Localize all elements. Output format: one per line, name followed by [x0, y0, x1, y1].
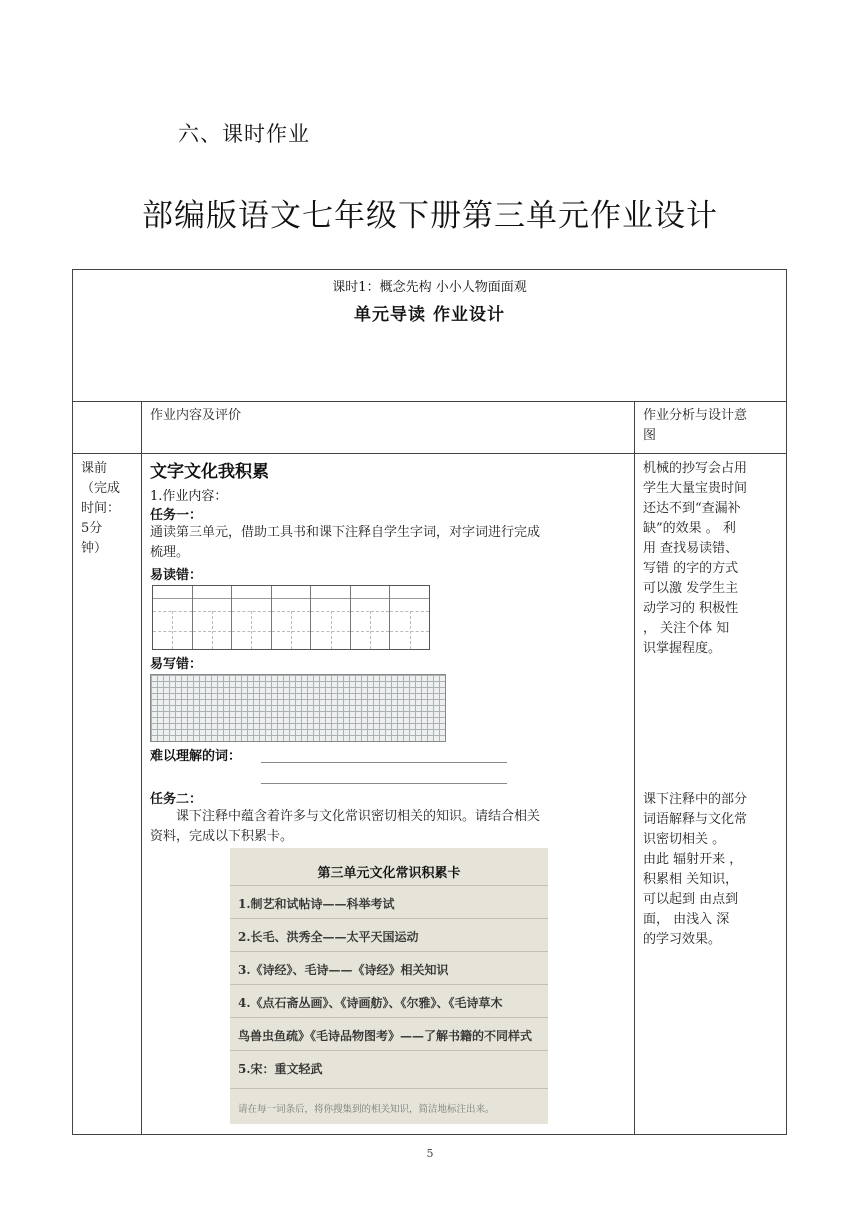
item-1-label: 1.作业内容：: [150, 489, 228, 504]
card-note: 请在每一词条后，将你搜集到的相关知识，简洁地标注出来。: [238, 1104, 495, 1115]
row-divider: [73, 401, 786, 402]
task1-label: 任务一：: [150, 508, 203, 523]
easy-write-grid[interactable]: [150, 674, 446, 742]
homework-table: [72, 269, 787, 1135]
analysis-column-header: 作业分析与设计意 图: [643, 408, 748, 443]
easy-write-label: 易写错：: [150, 657, 203, 672]
answer-line[interactable]: [261, 783, 507, 784]
hard-words-label: 难以理解的词：: [150, 749, 242, 764]
lesson-line: 课时1：概念先构 小小人物面面观: [332, 280, 527, 295]
card-title: 第三单元文化常识积累卡: [317, 866, 461, 881]
card-item: 鸟兽虫鱼疏》《毛诗品物图考》——了解书籍的不同样式: [238, 1029, 533, 1043]
document-title: 部编版语文七年级下册第三单元作业设计: [142, 198, 718, 234]
task2-label: 任务二：: [150, 792, 203, 807]
row-divider: [73, 453, 786, 454]
task2-text: 课下注释中蕴含着许多与文化常识密切相关的知识。请结合相关 资料，完成以下积累卡。: [150, 809, 541, 844]
card-item: 5.宋：重文轻武: [238, 1062, 323, 1076]
card-item: 2.长毛、洪秀全——太平天国运动: [238, 930, 419, 944]
analysis-text-2: 课下注释中的部分 词语解释与文化常 识密切相关 。 由此 辐射开来 ， 积累相 关知识， 可以起到 由点到 面， 由浅入 深 的学习效果。: [643, 792, 748, 947]
card-item: 1.制艺和试帖诗——科举考试: [238, 897, 395, 911]
easy-read-label: 易读错：: [150, 568, 203, 583]
task1-text: 通读第三单元，借助工具书和课下注释自学生字词，对字词进行完成 梳理。: [150, 525, 541, 560]
card-item: 4.《点石斋丛画》、《诗画舫》、《尔雅》、《毛诗草木: [238, 996, 503, 1010]
stage-label: 课前 （完成 时间： 5分 钟）: [81, 461, 121, 556]
content-column-header: 作业内容及评价: [150, 408, 242, 423]
column-divider: [634, 401, 635, 1134]
analysis-text-1: 机械的抄写会占用 学生大量宝贵时间 还达不到“查漏补 缺”的效果 。 利 用 查找易读错、 写错 的字的方式 可以激 发学生主 动学习的 积极性 ， 关注个体 知 识掌握程度。: [643, 461, 748, 656]
culture-accumulation-card: [230, 848, 548, 1124]
answer-line[interactable]: [261, 762, 507, 763]
table-main-title: 单元导读 作业设计: [354, 305, 505, 325]
page-number: 5: [426, 1147, 434, 1160]
easy-read-grid[interactable]: [152, 585, 430, 650]
content-title: 文字文化我积累: [150, 462, 269, 482]
column-divider: [141, 401, 142, 1134]
card-item: 3.《诗经》、毛诗——《诗经》相关知识: [238, 963, 449, 977]
section-heading: 六、课时作业: [178, 122, 310, 146]
